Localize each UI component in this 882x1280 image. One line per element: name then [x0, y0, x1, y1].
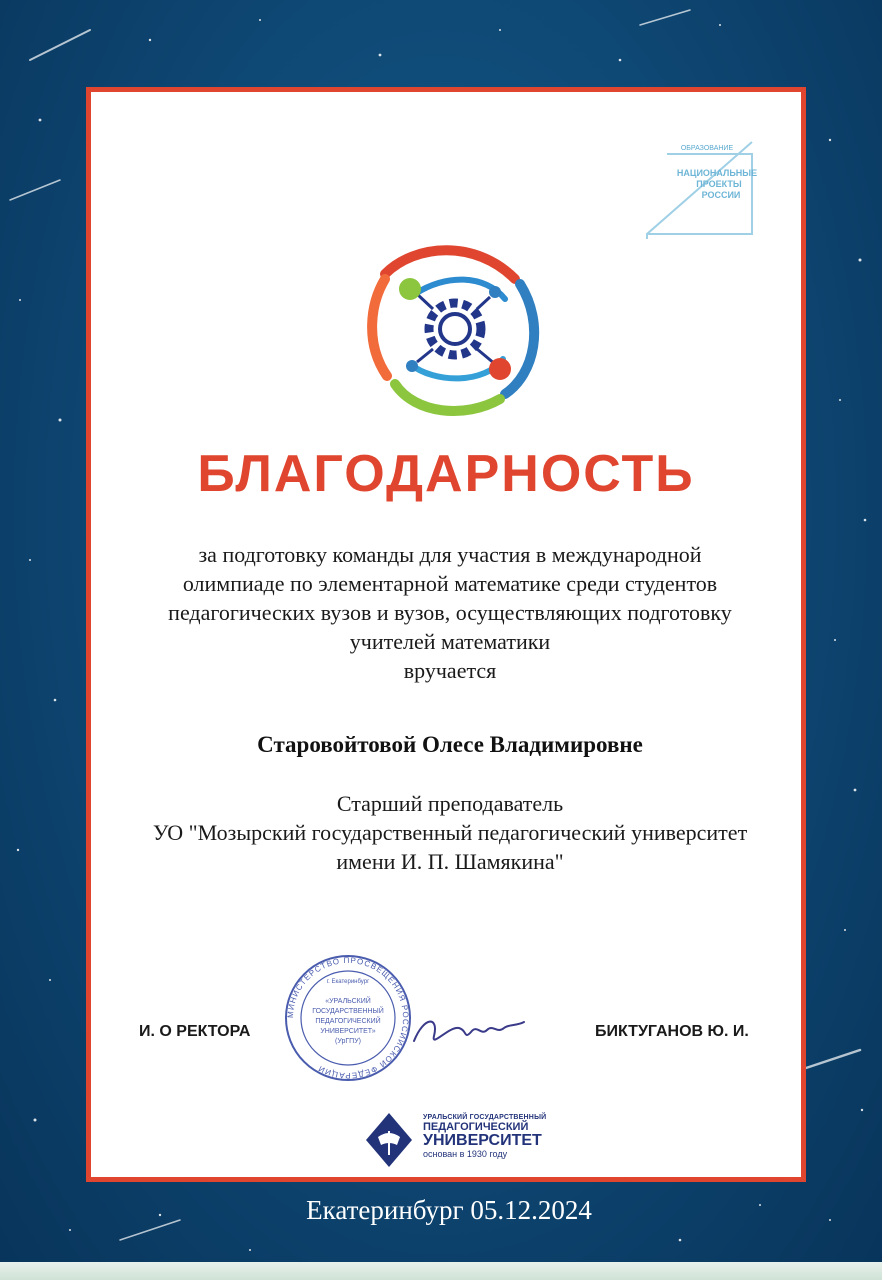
bottom-strip [0, 1262, 882, 1280]
description-line: учителей математики [349, 629, 551, 654]
svg-text:«УРАЛЬСКИЙ: «УРАЛЬСКИЙ [325, 998, 371, 1005]
certificate-title: БЛАГОДАРНОСТЬ [197, 445, 695, 503]
signatory-title: И. О РЕКТОРА [139, 1023, 251, 1040]
certificate-frame [86, 87, 806, 1182]
description-line: за подготовку команды для участия в международной [198, 542, 702, 567]
position-line: УО "Мозырский государственный педагогический университет [152, 820, 748, 845]
svg-text:УНИВЕРСИТЕТ»: УНИВЕРСИТЕТ» [320, 1028, 376, 1035]
official-stamp [283, 953, 413, 1083]
certificate-description [91, 540, 809, 685]
university-line: ПЕДАГОГИЧЕСКИЙ [423, 1121, 529, 1133]
university-logo-icon [364, 1111, 414, 1169]
svg-text:ПРОЕКТЫ: ПРОЕКТЫ [696, 179, 742, 189]
place-and-date: Екатеринбург 05.12.2024 [306, 1195, 592, 1225]
svg-text:ОБРАЗОВАНИЕ: ОБРАЗОВАНИЕ [680, 145, 734, 152]
description-line: вручается [403, 658, 497, 683]
description-line: педагогических вузов и вузов, осуществляющих подготовку [168, 600, 732, 625]
svg-text:(УрГПУ): (УрГПУ) [335, 1038, 361, 1045]
university-line: УРАЛЬСКИЙ ГОСУДАРСТВЕННЫЙ [423, 1114, 547, 1121]
university-founded: основан в 1930 году [423, 1149, 508, 1159]
signatory-name: БИКТУГАНОВ Ю. И. [595, 1023, 749, 1040]
description-line: олимпиаде по элементарной математике среди студентов [182, 571, 718, 596]
svg-text:ПЕДАГОГИЧЕСКИЙ: ПЕДАГОГИЧЕСКИЙ [315, 1018, 381, 1025]
svg-text:МИНИСТЕРСТВО ПРОСВЕЩЕНИЯ РОССИ: МИНИСТЕРСТВО ПРОСВЕЩЕНИЯ РОССИЙСКОЙ ФЕДЕРАЦИИ [285, 955, 411, 1081]
national-projects-logo [637, 134, 767, 244]
svg-text:г. Екатеринбург: г. Екатеринбург [326, 979, 370, 985]
recipient-name: Старовойтовой Олесе Владимировне [257, 732, 643, 757]
olympiad-emblem [355, 234, 555, 419]
svg-text:РОССИИ: РОССИИ [701, 190, 741, 200]
recipient-position [91, 789, 809, 876]
university-name [423, 1114, 546, 1160]
svg-text:ГОСУДАРСТВЕННЫЙ: ГОСУДАРСТВЕННЫЙ [312, 1008, 384, 1015]
position-line: Старший преподаватель [336, 791, 564, 816]
handwritten-signature [409, 1006, 529, 1056]
university-line: УНИВЕРСИТЕТ [423, 1132, 542, 1149]
svg-text:НАЦИОНАЛЬНЫЕ: НАЦИОНАЛЬНЫЕ [676, 168, 758, 178]
position-line: имени И. П. Шамякина" [336, 849, 564, 874]
